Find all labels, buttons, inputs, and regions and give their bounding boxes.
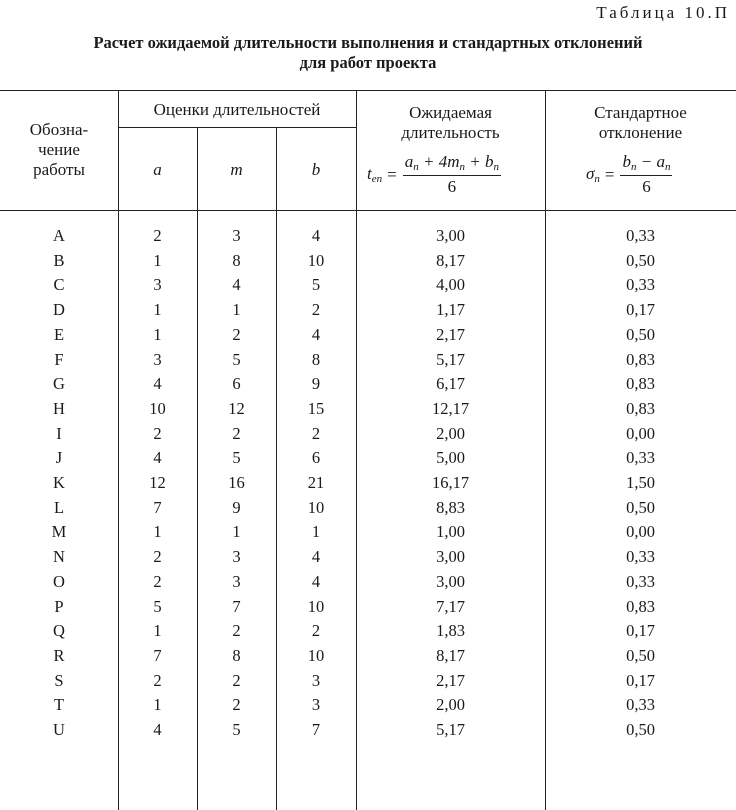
cell-a: 2 bbox=[153, 423, 162, 443]
cell-designation: D bbox=[53, 300, 65, 320]
header-designation-line-3: работы bbox=[33, 160, 85, 179]
cell-expected: 1,83 bbox=[436, 621, 465, 641]
cell-b: 4 bbox=[311, 324, 321, 344]
cell-stddev: 0,33 bbox=[626, 275, 655, 295]
title-line-1: Расчет ожидаемой длительности выполнения и стандартных отклонений bbox=[93, 33, 643, 52]
header-designation-line-2: чение bbox=[38, 140, 80, 159]
header-stddev-line-1: Стандартное bbox=[594, 103, 687, 122]
cell-b: 4 bbox=[311, 547, 321, 567]
cell-stddev: 0,83 bbox=[626, 596, 655, 616]
expected-formula-numerator: $a_n + 4m_n + b_n$ bbox=[403, 152, 501, 176]
cell-a: 7 bbox=[153, 645, 162, 665]
header-m: m bbox=[230, 160, 243, 179]
cell-b: 8 bbox=[311, 349, 321, 369]
cell-b: 2 bbox=[311, 621, 321, 641]
table-row bbox=[0, 618, 736, 643]
cell-designation: A bbox=[53, 226, 65, 245]
stddev-formula-lhs: $\sigma_n$ bbox=[586, 164, 600, 185]
cell-a: 2 bbox=[153, 547, 162, 567]
cell-a: 1 bbox=[153, 695, 162, 715]
cell-m: 1 bbox=[232, 522, 241, 542]
table-row bbox=[0, 445, 736, 470]
header-stddev-line-2: отклонение bbox=[598, 123, 683, 142]
cell-m: 3 bbox=[232, 547, 241, 567]
table-row bbox=[0, 692, 736, 717]
cell-b: 7 bbox=[311, 720, 321, 739]
table-row bbox=[0, 717, 736, 742]
cell-designation: C bbox=[53, 275, 65, 295]
table-row bbox=[0, 322, 736, 347]
cell-a: 4 bbox=[153, 720, 162, 739]
cell-stddev: 0,17 bbox=[626, 300, 655, 320]
cell-m: 7 bbox=[232, 596, 241, 616]
cell-designation: I bbox=[56, 423, 62, 443]
table-row bbox=[0, 347, 736, 372]
cell-m: 5 bbox=[232, 720, 241, 739]
cell-designation: E bbox=[53, 324, 65, 344]
cell-a: 1 bbox=[153, 324, 162, 344]
stddev-formula-equals: = bbox=[604, 164, 615, 184]
cell-a: 1 bbox=[153, 300, 162, 320]
header-a: a bbox=[153, 160, 162, 179]
table-caption: Таблица 10.П bbox=[596, 3, 730, 22]
cell-b: 5 bbox=[311, 275, 321, 295]
table-row bbox=[0, 470, 736, 495]
cell-a: 7 bbox=[153, 497, 162, 517]
cell-m: 2 bbox=[232, 670, 241, 690]
cell-b: 15 bbox=[307, 398, 325, 418]
title-line-2: для работ проекта bbox=[299, 53, 437, 72]
cell-designation: L bbox=[53, 497, 65, 517]
table-row bbox=[0, 643, 736, 668]
cell-expected: 12,17 bbox=[431, 398, 470, 418]
cell-a: 1 bbox=[153, 250, 162, 270]
cell-designation: O bbox=[53, 571, 65, 591]
cell-designation: J bbox=[55, 448, 63, 468]
cell-a: 1 bbox=[153, 621, 162, 641]
cell-expected: 3,00 bbox=[436, 226, 465, 245]
cell-expected: 8,17 bbox=[436, 645, 465, 665]
cell-a: 3 bbox=[153, 349, 162, 369]
cell-m: 1 bbox=[232, 300, 241, 320]
table-row bbox=[0, 297, 736, 322]
cell-m: 2 bbox=[232, 621, 241, 641]
cell-stddev: 0,33 bbox=[626, 448, 655, 468]
cell-stddev: 0,00 bbox=[626, 423, 655, 443]
cell-a: 2 bbox=[153, 226, 162, 245]
cell-m: 12 bbox=[228, 398, 245, 418]
cell-a: 2 bbox=[153, 571, 162, 591]
cell-m: 8 bbox=[232, 250, 241, 270]
table-row bbox=[0, 544, 736, 569]
cell-a: 3 bbox=[153, 275, 162, 295]
cell-b: 4 bbox=[311, 571, 321, 591]
cell-stddev: 0,33 bbox=[626, 695, 655, 715]
cell-designation: S bbox=[54, 670, 64, 690]
header-estimates: Оценки длительностей bbox=[153, 100, 321, 119]
cell-expected: 5,00 bbox=[436, 448, 465, 468]
cell-a: 2 bbox=[153, 670, 162, 690]
cell-b: 2 bbox=[311, 423, 321, 443]
cell-stddev: 0,50 bbox=[626, 645, 655, 665]
cell-expected: 2,00 bbox=[436, 695, 465, 715]
estimates-subheader-rule bbox=[118, 127, 356, 128]
cell-designation: T bbox=[53, 695, 65, 715]
cell-b: 9 bbox=[311, 374, 321, 394]
cell-a: 10 bbox=[149, 398, 166, 418]
table-row bbox=[0, 594, 736, 619]
cell-m: 2 bbox=[232, 695, 241, 715]
cell-b: 3 bbox=[311, 670, 321, 690]
cell-stddev: 0,33 bbox=[626, 547, 655, 567]
cell-stddev: 0,83 bbox=[626, 349, 655, 369]
cell-stddev: 0,17 bbox=[626, 670, 655, 690]
cell-expected: 5,17 bbox=[436, 349, 465, 369]
cell-b: 10 bbox=[307, 596, 325, 616]
cell-b: 6 bbox=[311, 448, 321, 468]
table-row bbox=[0, 396, 736, 421]
header-stddev bbox=[545, 103, 736, 143]
cell-b: 3 bbox=[311, 695, 321, 715]
cell-a: 5 bbox=[153, 596, 162, 616]
expected-formula-fraction bbox=[403, 152, 501, 197]
table-row bbox=[0, 668, 736, 693]
cell-stddev: 0,50 bbox=[626, 720, 655, 739]
cell-a: 4 bbox=[153, 448, 162, 468]
cell-a: 4 bbox=[153, 374, 162, 394]
cell-stddev: 0,50 bbox=[626, 497, 655, 517]
header-expected-line-2: длительность bbox=[401, 123, 500, 142]
cell-m: 8 bbox=[232, 645, 241, 665]
cell-stddev: 0,33 bbox=[626, 226, 655, 245]
header-expected bbox=[356, 103, 545, 143]
table-row bbox=[0, 223, 736, 248]
cell-m: 16 bbox=[228, 473, 245, 492]
stddev-formula-denominator: 6 bbox=[642, 177, 651, 196]
cell-expected: 1,17 bbox=[436, 300, 465, 320]
expected-formula-denominator: 6 bbox=[447, 177, 457, 196]
cell-expected: 7,17 bbox=[436, 596, 465, 616]
header-designation-line-1: Обозна- bbox=[29, 120, 89, 139]
table-title bbox=[0, 33, 736, 73]
cell-expected: 5,17 bbox=[436, 720, 465, 739]
cell-m: 9 bbox=[232, 497, 241, 517]
cell-designation: U bbox=[53, 720, 65, 739]
cell-expected: 2,00 bbox=[436, 423, 465, 443]
expected-formula-equals: = bbox=[387, 164, 397, 184]
cell-expected: 6,17 bbox=[436, 374, 465, 394]
cell-stddev: 0,33 bbox=[626, 571, 655, 591]
expected-formula-lhs: $t_{en}$ bbox=[367, 164, 383, 185]
cell-stddev: 0,50 bbox=[626, 250, 655, 270]
cell-stddev: 1,50 bbox=[626, 473, 655, 492]
cell-designation: P bbox=[54, 596, 64, 616]
cell-designation: M bbox=[51, 522, 67, 542]
cell-designation: N bbox=[53, 547, 65, 567]
cell-m: 5 bbox=[232, 448, 241, 468]
header-b: b bbox=[311, 160, 321, 179]
table-row bbox=[0, 248, 736, 273]
cell-designation: Q bbox=[53, 621, 65, 641]
cell-b: 4 bbox=[311, 226, 321, 245]
cell-stddev: 0,00 bbox=[626, 522, 655, 542]
header-bottom-rule bbox=[0, 210, 736, 211]
table-top-rule bbox=[0, 90, 736, 91]
cell-a: 1 bbox=[153, 522, 162, 542]
cell-b: 21 bbox=[307, 473, 325, 492]
cell-expected: 2,17 bbox=[436, 324, 465, 344]
table-row bbox=[0, 272, 736, 297]
cell-m: 5 bbox=[232, 349, 241, 369]
cell-m: 2 bbox=[232, 423, 241, 443]
cell-expected: 3,00 bbox=[436, 571, 465, 591]
cell-expected: 1,00 bbox=[436, 522, 465, 542]
cell-expected: 2,17 bbox=[436, 670, 465, 690]
cell-b: 2 bbox=[311, 300, 321, 320]
stddev-formula-fraction bbox=[620, 152, 672, 197]
cell-stddev: 0,83 bbox=[626, 398, 655, 418]
header-expected-line-1: Ожидаемая bbox=[409, 103, 492, 122]
cell-expected: 16,17 bbox=[431, 473, 470, 492]
cell-m: 2 bbox=[232, 324, 241, 344]
cell-expected: 4,00 bbox=[436, 275, 465, 295]
table-row bbox=[0, 495, 736, 520]
cell-b: 10 bbox=[307, 497, 325, 517]
table-row bbox=[0, 371, 736, 396]
cell-designation: H bbox=[53, 398, 65, 418]
cell-stddev: 0,17 bbox=[626, 621, 655, 641]
cell-stddev: 0,50 bbox=[626, 324, 655, 344]
cell-stddev: 0,83 bbox=[626, 374, 655, 394]
cell-designation: F bbox=[54, 349, 64, 369]
cell-m: 6 bbox=[232, 374, 241, 394]
cell-b: 10 bbox=[307, 645, 325, 665]
cell-m: 4 bbox=[232, 275, 241, 295]
cell-expected: 3,00 bbox=[436, 547, 465, 567]
table-row bbox=[0, 421, 736, 446]
cell-expected: 8,83 bbox=[436, 497, 465, 517]
cell-designation: K bbox=[53, 473, 65, 492]
cell-m: 3 bbox=[232, 226, 241, 245]
stddev-formula-numerator: $b_n - a_n$ bbox=[620, 152, 672, 176]
cell-designation: R bbox=[53, 645, 65, 665]
cell-m: 3 bbox=[232, 571, 241, 591]
cell-b: 1 bbox=[311, 522, 321, 542]
cell-designation: B bbox=[53, 250, 65, 270]
table-row bbox=[0, 519, 736, 544]
table-row bbox=[0, 569, 736, 594]
cell-b: 10 bbox=[307, 250, 325, 270]
header-designation bbox=[0, 120, 118, 180]
cell-a: 12 bbox=[149, 473, 166, 492]
stddev-formula bbox=[586, 152, 672, 197]
cell-designation: G bbox=[53, 374, 65, 394]
expected-duration-formula bbox=[367, 152, 501, 197]
cell-expected: 8,17 bbox=[436, 250, 465, 270]
